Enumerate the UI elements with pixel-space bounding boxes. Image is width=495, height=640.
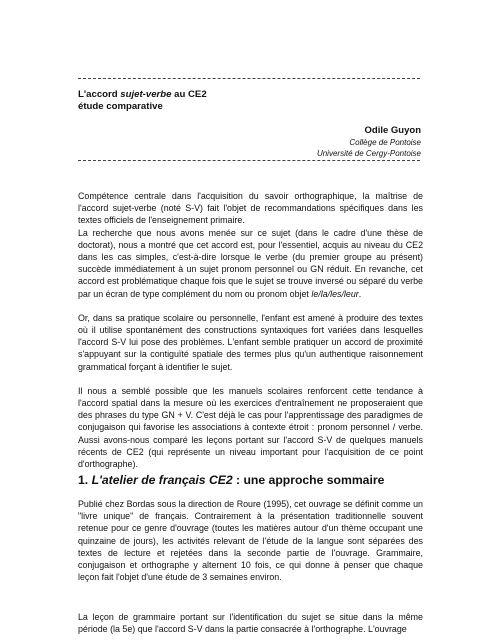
intro-paragraph-1 [78,190,423,227]
intro-p1-text: Compétence centrale dans l'acquisition du savoir orthographique, la maîtrise de l'accord sujet-verbe (noté S-V) fait l'objet de recommandations spécifiques dans les textes officiels de l'enseignement primaire. [78,191,423,226]
bottom-dashed-rule [78,160,420,161]
section-1-paragraph-1 [78,498,423,583]
title-italic: sujet-verbe [120,89,172,100]
title-prefix: L'accord [78,89,121,100]
section-1-body [78,498,423,595]
author-affiliation-1: Collège de Pontoise [349,138,421,147]
section-heading-prefix: 1. [78,473,92,487]
intro-paragraph-3 [78,312,423,373]
author-name: Odile Guyon [364,125,421,136]
section-heading-italic: L'atelier de français CE2 [91,473,233,487]
intro-p2-italic: le/la/les/leur [311,288,359,299]
section-1-p2-text: La leçon de grammaire portant sur l'identification du sujet se situe dans la même période (la 5e) que l'accord S-V dans la partie consacrée à l'orthographe. L'ouvrage [78,612,423,635]
intro-paragraph-2 [78,227,423,300]
title-line [78,89,207,101]
top-dashed-rule [78,78,420,79]
section-1-p1-text: Publié chez Bordas sous la direction de Roure (1995), cet ouvrage se définit comme un "livre unique" de français. Contrairement à la présentation traditionnelle souvent retenue pour ce genre d'ouvrage (toutes les matières autour d'un thème occupant une quinzaine de jours), les activités relevant de l'étude de la langue sont séparées des textes de lecture et rejetées dans la seconde partie de l'ouvrage. Grammaire, conjugaison et orthographe y alternent 10 fois, ce qui donne à penser que chaque leçon fait l'objet d'une étude de 3 semaines environ. [78,499,423,583]
author-affiliation-2: Université de Cergy-Pontoise [316,149,421,158]
title-suffix: au CE2 [171,89,207,100]
intro-p3-text: Or, dans sa pratique scolaire ou personnelle, l'enfant est amené à produire des textes où il utilise spontanément des constructions syntaxiques fort variées dans lesquelles l'accord S-V lui pose des problèmes. L'enfant semble pratiquer un accord de proximité s'appuyant sur la contiguïté spatiale des termes plus qu'un authentique raisonnement grammatical forçant à identifier le sujet. [78,312,423,372]
article-title [78,89,207,113]
intro-p4-text: Il nous a semblé possible que les manuels scolaires renforcent cette tendance à l'accord spatial dans la mesure où les exercices d'entraînement ne proposeraient que des phrases du type GN + V. C'est déjà le cas pour l'apprentissage des paradigmes de conjugaison qui favorise les associations à contexte étroit : pronom personnel / verbe. Aussi avons-nous comparé les leçons portant sur l'accord S-V de quelques manuels récents de CE2 (qui représente un niveau important pour l'acquisition de ce point d'orthographe). [78,385,423,470]
author-block [317,125,421,159]
intro-paragraph-4 [78,385,423,470]
section-1-heading [78,473,384,488]
intro-section [78,190,423,482]
article-subtitle: étude comparative [78,101,163,112]
intro-p2-text: La recherche que nous avons menée sur ce sujet (dans le cadre d'une thèse de doctorat), nous a montré que cet accord est, pour l'essentiel, acquis au niveau du CE2 dans les cas simples, c'est-à-dire lorsque le verbe (du premier groupe au présent) succède immédiatement à un sujet pronom personnel ou GN réduit. En revanche, cet accord est problématique chaque fois que le sujet se trouve inversé ou séparé du verbe par un écran de type complément du nom ou pronom objet [78,227,423,299]
intro-p2-end: . [358,288,362,299]
section-1-paragraph-2 [78,611,423,637]
section-heading-suffix: : une approche sommaire [232,473,385,487]
